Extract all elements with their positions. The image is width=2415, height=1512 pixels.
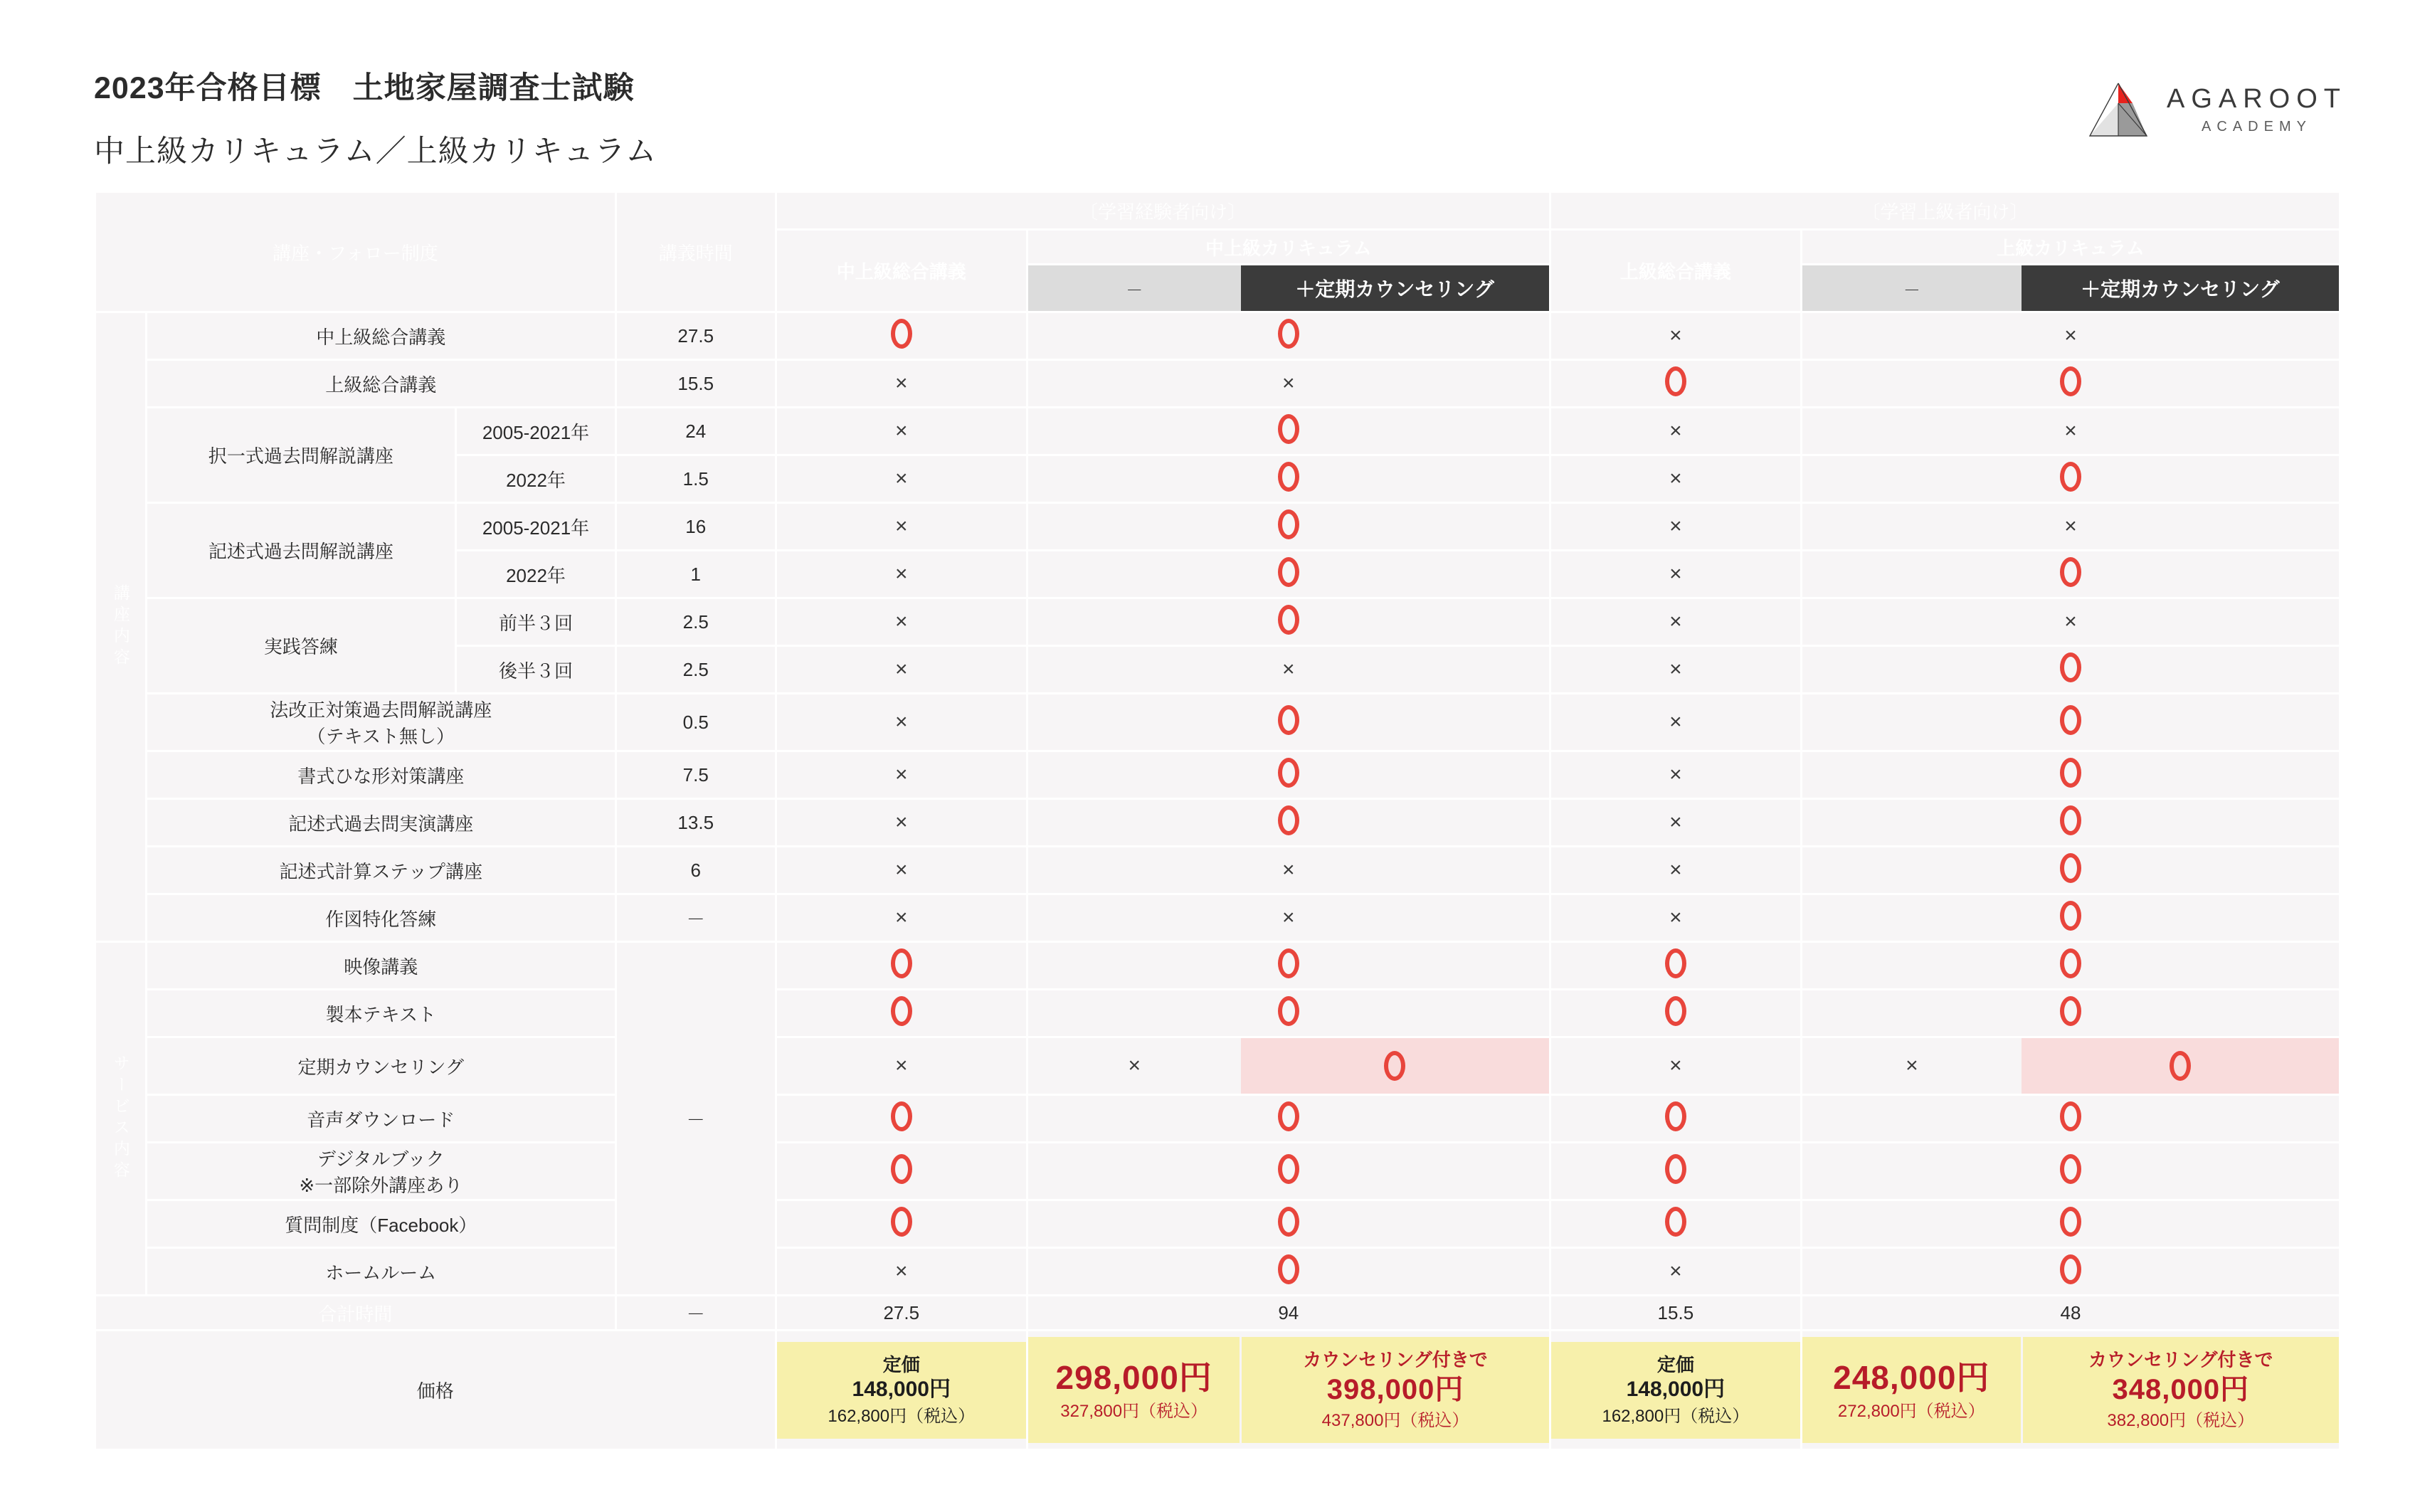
row-hours: －	[617, 895, 775, 941]
mark-cross-icon: ×	[1669, 561, 1682, 586]
mark-circle-icon	[1278, 996, 1299, 1026]
curriculum-comparison-table	[94, 191, 2341, 1451]
row-hours: 13.5	[617, 800, 775, 845]
cell-jokyu-plain	[1802, 1038, 2022, 1094]
mark-circle-icon	[1278, 509, 1299, 539]
row-label: 作図特化答練	[147, 895, 615, 941]
mark-cross-icon: ×	[1128, 1054, 1141, 1077]
row-sublabel: 2022年	[457, 551, 615, 597]
cell-jokyu-curriculum	[1802, 1143, 2339, 1199]
price-chujokyu-sogo-amount-tax: 162,800円（税込）	[828, 1406, 976, 1426]
price-label: 価格	[96, 1331, 775, 1449]
price-jokyu-counseling	[2023, 1337, 2339, 1443]
mark-cross-icon: ×	[895, 371, 908, 395]
price-jokyu-counseling-amount: 348,000円	[2112, 1373, 2250, 1405]
mark-cross-icon: ×	[1669, 514, 1682, 538]
price-jokyu-sogo-amount-tax: 162,800円（税込）	[1602, 1406, 1750, 1426]
mark-cross-icon: ×	[895, 810, 908, 834]
header-chujokyu-counseling: ＋定期カウンセリング	[1241, 265, 1549, 311]
mark-cross-icon: ×	[1669, 466, 1682, 490]
header-col-jokyu-curriculum: 上級カリキュラム	[1802, 231, 2339, 263]
cell-jokyu-sogo	[1551, 599, 1800, 645]
mark-circle-icon	[2060, 705, 2081, 735]
header-course-label: 講座・フォロー制度	[96, 193, 615, 311]
mark-circle-icon	[891, 1207, 912, 1237]
service-hours: －	[617, 943, 775, 1294]
cell-jokyu-sogo	[1551, 943, 1800, 988]
mark-circle-icon	[891, 948, 912, 978]
cell-chujokyu-sogo	[777, 551, 1026, 597]
cell-chujokyu-curriculum	[1028, 943, 1549, 988]
row-sublabel: 前半３回	[457, 599, 615, 645]
row-label: ホームルーム	[147, 1249, 615, 1294]
mark-cross-icon: ×	[895, 762, 908, 786]
price-chujokyu-counseling-amount-tax: 437,800円（税込）	[1321, 1410, 1469, 1430]
header-col-jokyu-sogo: 上級総合講義	[1551, 231, 1800, 311]
table-row	[96, 1096, 2339, 1141]
cell-jokyu-sogo	[1551, 647, 1800, 692]
row-label: 記述式過去問実演講座	[147, 800, 615, 845]
cell-chujokyu-curriculum	[1028, 895, 1549, 941]
cell-chujokyu-curriculum	[1028, 361, 1549, 406]
mark-cross-icon: ×	[1669, 323, 1682, 347]
cell-jokyu-curriculum	[1802, 504, 2339, 549]
table-row	[96, 408, 2339, 454]
total-row	[96, 1296, 2339, 1329]
price-jokyu-counseling-caption: カウンセリング付きで	[2088, 1349, 2273, 1371]
mark-circle-icon	[2060, 948, 2081, 978]
row-hours: 0.5	[617, 694, 775, 750]
row-sublabel: 後半３回	[457, 647, 615, 692]
cell-jokyu-sogo	[1551, 504, 1800, 549]
price-jokyu-sogo	[1551, 1342, 1800, 1439]
price-jokyu-sogo-amount: 148,000円	[1626, 1378, 1726, 1401]
cell-chujokyu-sogo	[777, 1143, 1026, 1199]
row-sublabel: 2005-2021年	[457, 408, 615, 454]
mark-circle-icon	[1384, 1051, 1405, 1081]
header-chujokyu-plain: －	[1028, 265, 1241, 311]
cell-chujokyu-curriculum	[1028, 1096, 1549, 1141]
side-label-service-content-text: サービス内容	[111, 1054, 130, 1183]
cell-jokyu-sogo	[1551, 1201, 1800, 1247]
table-row	[96, 847, 2339, 893]
cell-chujokyu-curriculum	[1028, 551, 1549, 597]
mark-circle-icon	[2060, 652, 2081, 682]
header-jokyu-plain: －	[1802, 265, 2022, 311]
price-chujokyu-sogo-caption: 定価	[882, 1353, 920, 1375]
row-hours: 2.5	[617, 599, 775, 645]
mark-cross-icon: ×	[1669, 709, 1682, 734]
mark-circle-icon	[1278, 462, 1299, 492]
mark-cross-icon: ×	[2064, 323, 2077, 347]
mark-circle-icon	[1278, 319, 1299, 349]
cell-chujokyu-curriculum	[1028, 647, 1549, 692]
price-row	[96, 1331, 2339, 1449]
cell-chujokyu-sogo	[777, 647, 1026, 692]
cell-jokyu-curriculum	[1802, 361, 2339, 406]
cell-jokyu-curriculum	[1802, 1096, 2339, 1141]
cell-jokyu-curriculum	[1802, 313, 2339, 359]
cell-chujokyu-sogo	[777, 1201, 1026, 1247]
cell-chujokyu-curriculum	[1028, 847, 1549, 893]
cell-chujokyu-split-wrap	[1028, 1038, 1549, 1094]
mark-cross-icon: ×	[1906, 1054, 1918, 1077]
mark-cross-icon: ×	[1669, 1259, 1682, 1283]
cell-jokyu-sogo	[1551, 752, 1800, 798]
price-chujokyu-plain-wrap	[1028, 1337, 1240, 1443]
cell-jokyu-sogo	[1551, 408, 1800, 454]
mark-circle-icon	[1278, 414, 1299, 444]
table-row	[96, 990, 2339, 1036]
price-jokyu-curriculum-cell	[1802, 1331, 2339, 1449]
mark-cross-icon: ×	[895, 1259, 908, 1283]
cell-jokyu-sogo	[1551, 1249, 1800, 1294]
cell-chujokyu-sogo	[777, 361, 1026, 406]
cell-chujokyu-curriculum	[1028, 599, 1549, 645]
cell-jokyu-curriculum	[1802, 943, 2339, 988]
cell-chujokyu-curriculum	[1028, 1249, 1549, 1294]
row-label: 実践答練	[147, 599, 455, 692]
cell-chujokyu-sogo	[777, 456, 1026, 502]
header-group-experienced: 〔学習経験者向け〕	[777, 193, 1549, 228]
mark-circle-icon	[1278, 1101, 1299, 1131]
row-label: 定期カウンセリング	[147, 1038, 615, 1094]
header-group-advanced: 〔学習上級者向け〕	[1551, 193, 2339, 228]
page-title: 2023年合格目標 土地家屋調査士試験	[94, 71, 635, 105]
mark-circle-icon	[891, 319, 912, 349]
cell-jokyu-sogo	[1551, 895, 1800, 941]
mark-circle-icon	[1665, 996, 1686, 1026]
cell-jokyu-curriculum	[1802, 694, 2339, 750]
total-jokyu-curriculum: 48	[1802, 1296, 2339, 1329]
price-jokyu-counseling-amount-tax: 382,800円（税込）	[2107, 1410, 2255, 1430]
price-chujokyu-plain	[1028, 1337, 1240, 1443]
mark-circle-icon	[1665, 1207, 1686, 1237]
price-jokyu-sogo-cell	[1551, 1331, 1800, 1449]
total-hours-dash: －	[617, 1296, 775, 1329]
row-hours: 1	[617, 551, 775, 597]
price-jokyu-plain-wrap	[1802, 1337, 2021, 1443]
mark-circle-icon	[2060, 1207, 2081, 1237]
cell-jokyu-sogo	[1551, 1096, 1800, 1141]
row-hours: 27.5	[617, 313, 775, 359]
mark-circle-icon	[1278, 557, 1299, 587]
cell-chujokyu-curriculum	[1028, 752, 1549, 798]
row-hours: 6	[617, 847, 775, 893]
row-label: 質問制度（Facebook）	[147, 1201, 615, 1247]
cell-chujokyu-curriculum	[1028, 456, 1549, 502]
total-chujokyu-curriculum: 94	[1028, 1296, 1549, 1329]
mark-circle-icon	[1665, 1101, 1686, 1131]
page-subtitle: 中上級カリキュラム／上級カリキュラム	[94, 134, 657, 169]
row-label: 音声ダウンロード	[147, 1096, 615, 1141]
mark-circle-icon	[1665, 1154, 1686, 1184]
row-sublabel: 2022年	[457, 456, 615, 502]
price-jokyu-sogo-caption: 定価	[1656, 1353, 1694, 1375]
cell-chujokyu-sogo	[777, 1249, 1026, 1294]
mark-circle-icon	[2170, 1051, 2191, 1081]
table-row	[96, 1038, 2339, 1094]
price-jokyu-plain	[1802, 1337, 2021, 1443]
cell-chujokyu-counseling	[1241, 1038, 1549, 1094]
mark-cross-icon: ×	[1669, 762, 1682, 786]
price-chujokyu-counseling-amount: 398,000円	[1326, 1373, 1464, 1405]
cell-jokyu-sogo	[1551, 990, 1800, 1036]
cell-jokyu-curriculum	[1802, 752, 2339, 798]
page-header	[94, 64, 657, 171]
mark-cross-icon: ×	[895, 905, 908, 929]
table-row	[96, 504, 2339, 549]
price-chujokyu-plain-amount-tax: 327,800円（税込）	[1060, 1402, 1208, 1422]
side-label-service-content	[96, 943, 145, 1294]
mark-circle-icon	[2060, 1101, 2081, 1131]
mark-circle-icon	[2060, 996, 2081, 1026]
row-hours: 7.5	[617, 752, 775, 798]
mark-cross-icon: ×	[1669, 609, 1682, 633]
mark-cross-icon: ×	[895, 709, 908, 734]
price-jokyu-plain-amount: 248,000円	[1833, 1358, 1990, 1396]
cell-chujokyu-sogo	[777, 694, 1026, 750]
table-row	[96, 694, 2339, 750]
cell-chujokyu-curriculum	[1028, 990, 1549, 1036]
cell-jokyu-curriculum	[1802, 599, 2339, 645]
cell-chujokyu-sogo	[777, 504, 1026, 549]
row-label: 中上級総合講義	[147, 313, 615, 359]
mark-circle-icon	[2060, 901, 2081, 931]
cell-chujokyu-sogo	[777, 408, 1026, 454]
agaroot-triangle-icon	[2088, 82, 2148, 137]
row-sublabel: 2005-2021年	[457, 504, 615, 549]
cell-chujokyu-sogo	[777, 943, 1026, 988]
cell-jokyu-sogo	[1551, 551, 1800, 597]
price-chujokyu-plain-amount: 298,000円	[1055, 1358, 1212, 1396]
mark-circle-icon	[1278, 948, 1299, 978]
cell-jokyu-curriculum	[1802, 408, 2339, 454]
mark-cross-icon: ×	[895, 609, 908, 633]
mark-circle-icon	[1278, 758, 1299, 788]
price-chujokyu-sogo-cell	[777, 1331, 1026, 1449]
header-row-groups	[96, 193, 2339, 228]
mark-circle-icon	[2060, 1154, 2081, 1184]
mark-cross-icon: ×	[895, 857, 908, 882]
cell-jokyu-split-wrap	[1802, 1038, 2339, 1094]
mark-circle-icon	[2060, 758, 2081, 788]
row-hours: 24	[617, 408, 775, 454]
mark-cross-icon: ×	[1282, 657, 1295, 681]
mark-cross-icon: ×	[1282, 371, 1295, 395]
cell-jokyu-sogo	[1551, 694, 1800, 750]
row-hours: 15.5	[617, 361, 775, 406]
cell-jokyu-curriculum	[1802, 895, 2339, 941]
cell-chujokyu-curriculum	[1028, 1143, 1549, 1199]
mark-circle-icon	[891, 1101, 912, 1131]
mark-cross-icon: ×	[1669, 810, 1682, 834]
mark-cross-icon: ×	[1282, 905, 1295, 929]
row-label: 上級総合講義	[147, 361, 615, 406]
mark-circle-icon	[2060, 462, 2081, 492]
logo-wordmark: AGAROOT	[2166, 84, 2347, 114]
cell-jokyu-curriculum	[1802, 990, 2339, 1036]
table-body	[96, 193, 2339, 1449]
mark-circle-icon	[2060, 853, 2081, 883]
cell-jokyu-sogo	[1551, 1038, 1800, 1094]
row-label: 映像講義	[147, 943, 615, 988]
row-label: 書式ひな形対策講座	[147, 752, 615, 798]
header-hours-label: 講義時間	[617, 193, 775, 311]
mark-cross-icon: ×	[895, 418, 908, 443]
mark-cross-icon: ×	[1669, 905, 1682, 929]
mark-cross-icon: ×	[2064, 609, 2077, 633]
mark-cross-icon: ×	[895, 466, 908, 490]
price-jokyu-counseling-wrap	[2023, 1337, 2339, 1443]
mark-circle-icon	[2060, 366, 2081, 396]
mark-cross-icon: ×	[895, 561, 908, 586]
cell-jokyu-curriculum	[1802, 456, 2339, 502]
price-chujokyu-curriculum-cell	[1028, 1331, 1549, 1449]
mark-cross-icon: ×	[1669, 857, 1682, 882]
cell-chujokyu-curriculum	[1028, 504, 1549, 549]
cell-chujokyu-sogo	[777, 599, 1026, 645]
cell-chujokyu-sogo	[777, 752, 1026, 798]
cell-chujokyu-sogo	[777, 313, 1026, 359]
row-label: 記述式計算ステップ講座	[147, 847, 615, 893]
mark-cross-icon: ×	[1282, 857, 1295, 882]
mark-circle-icon	[1278, 1154, 1299, 1184]
logo-tagline: ACADEMY	[2202, 119, 2312, 134]
row-label: 記述式過去問解説講座	[147, 504, 455, 597]
total-chujokyu-sogo: 27.5	[777, 1296, 1026, 1329]
cell-chujokyu-curriculum	[1028, 313, 1549, 359]
mark-circle-icon	[891, 996, 912, 1026]
cell-chujokyu-sogo	[777, 800, 1026, 845]
mark-cross-icon: ×	[1669, 657, 1682, 681]
cell-chujokyu-sogo	[777, 1096, 1026, 1141]
table-row	[96, 361, 2339, 406]
mark-circle-icon	[1278, 605, 1299, 635]
mark-circle-icon	[1278, 705, 1299, 735]
cell-jokyu-sogo	[1551, 456, 1800, 502]
mark-circle-icon	[2060, 805, 2081, 835]
cell-jokyu-sogo	[1551, 800, 1800, 845]
total-jokyu-sogo: 15.5	[1551, 1296, 1800, 1329]
cell-jokyu-curriculum	[1802, 1249, 2339, 1294]
header-jokyu-counseling: ＋定期カウンセリング	[2022, 265, 2339, 311]
mark-circle-icon	[1278, 1207, 1299, 1237]
table-row	[96, 943, 2339, 988]
price-chujokyu-counseling	[1242, 1337, 1548, 1443]
side-label-course-content	[96, 313, 145, 941]
mark-cross-icon: ×	[895, 1053, 908, 1077]
price-chujokyu-sogo-amount: 148,000円	[852, 1378, 951, 1401]
cell-jokyu-curriculum	[1802, 551, 2339, 597]
mark-circle-icon	[2060, 1254, 2081, 1284]
cell-jokyu-curriculum	[1802, 800, 2339, 845]
mark-circle-icon	[1665, 366, 1686, 396]
cell-chujokyu-sogo	[777, 847, 1026, 893]
table-row	[96, 599, 2339, 645]
cell-chujokyu-sogo	[777, 1038, 1026, 1094]
cell-jokyu-sogo	[1551, 313, 1800, 359]
mark-cross-icon: ×	[1669, 418, 1682, 443]
row-label: 法改正対策過去問解説講座 （テキスト無し）	[147, 694, 615, 750]
header-col-chujokyu-sogo: 中上級総合講義	[777, 231, 1026, 311]
mark-cross-icon: ×	[895, 514, 908, 538]
table-row	[96, 800, 2339, 845]
cell-jokyu-curriculum	[1802, 647, 2339, 692]
cell-chujokyu-curriculum	[1028, 408, 1549, 454]
row-label: 製本テキスト	[147, 990, 615, 1036]
header-jokyu-plain-wrap	[1802, 265, 2339, 311]
table-row	[96, 895, 2339, 941]
cell-jokyu-sogo	[1551, 847, 1800, 893]
cell-jokyu-curriculum	[1802, 847, 2339, 893]
header-col-chujokyu-curriculum: 中上級カリキュラム	[1028, 231, 1549, 263]
mark-cross-icon: ×	[895, 657, 908, 681]
mark-cross-icon: ×	[2064, 514, 2077, 538]
table-row	[96, 1143, 2339, 1199]
cell-chujokyu-plain	[1028, 1038, 1241, 1094]
price-chujokyu-sogo	[777, 1342, 1026, 1439]
cell-chujokyu-curriculum	[1028, 800, 1549, 845]
cell-chujokyu-curriculum	[1028, 1201, 1549, 1247]
cell-jokyu-sogo	[1551, 1143, 1800, 1199]
row-label: 択一式過去問解説講座	[147, 408, 455, 502]
table-row	[96, 313, 2339, 359]
row-hours: 1.5	[617, 456, 775, 502]
mark-cross-icon: ×	[2064, 418, 2077, 443]
table-row	[96, 1201, 2339, 1247]
total-label: 合計時間	[96, 1296, 615, 1329]
mark-circle-icon	[1278, 1254, 1299, 1284]
cell-jokyu-sogo	[1551, 361, 1800, 406]
row-hours: 2.5	[617, 647, 775, 692]
price-chujokyu-counseling-wrap	[1242, 1337, 1548, 1443]
table-row	[96, 752, 2339, 798]
cell-chujokyu-sogo	[777, 990, 1026, 1036]
header-chujokyu-plain-wrap	[1028, 265, 1549, 311]
cell-chujokyu-sogo	[777, 895, 1026, 941]
price-chujokyu-counseling-caption: カウンセリング付きで	[1303, 1349, 1488, 1371]
mark-circle-icon	[2060, 557, 2081, 587]
cell-jokyu-counseling	[2022, 1038, 2339, 1094]
mark-cross-icon: ×	[1669, 1053, 1682, 1077]
mark-circle-icon	[891, 1154, 912, 1184]
mark-circle-icon	[1278, 805, 1299, 835]
mark-circle-icon	[1665, 948, 1686, 978]
side-label-course-content-text: 講座内容	[111, 584, 130, 670]
price-jokyu-plain-amount-tax: 272,800円（税込）	[1837, 1402, 1985, 1422]
cell-jokyu-curriculum	[1802, 1201, 2339, 1247]
row-label: デジタルブック ※一部除外講座あり	[147, 1143, 615, 1199]
row-hours: 16	[617, 504, 775, 549]
table-row	[96, 1249, 2339, 1294]
agaroot-logo	[2088, 82, 2347, 137]
cell-chujokyu-curriculum	[1028, 694, 1549, 750]
